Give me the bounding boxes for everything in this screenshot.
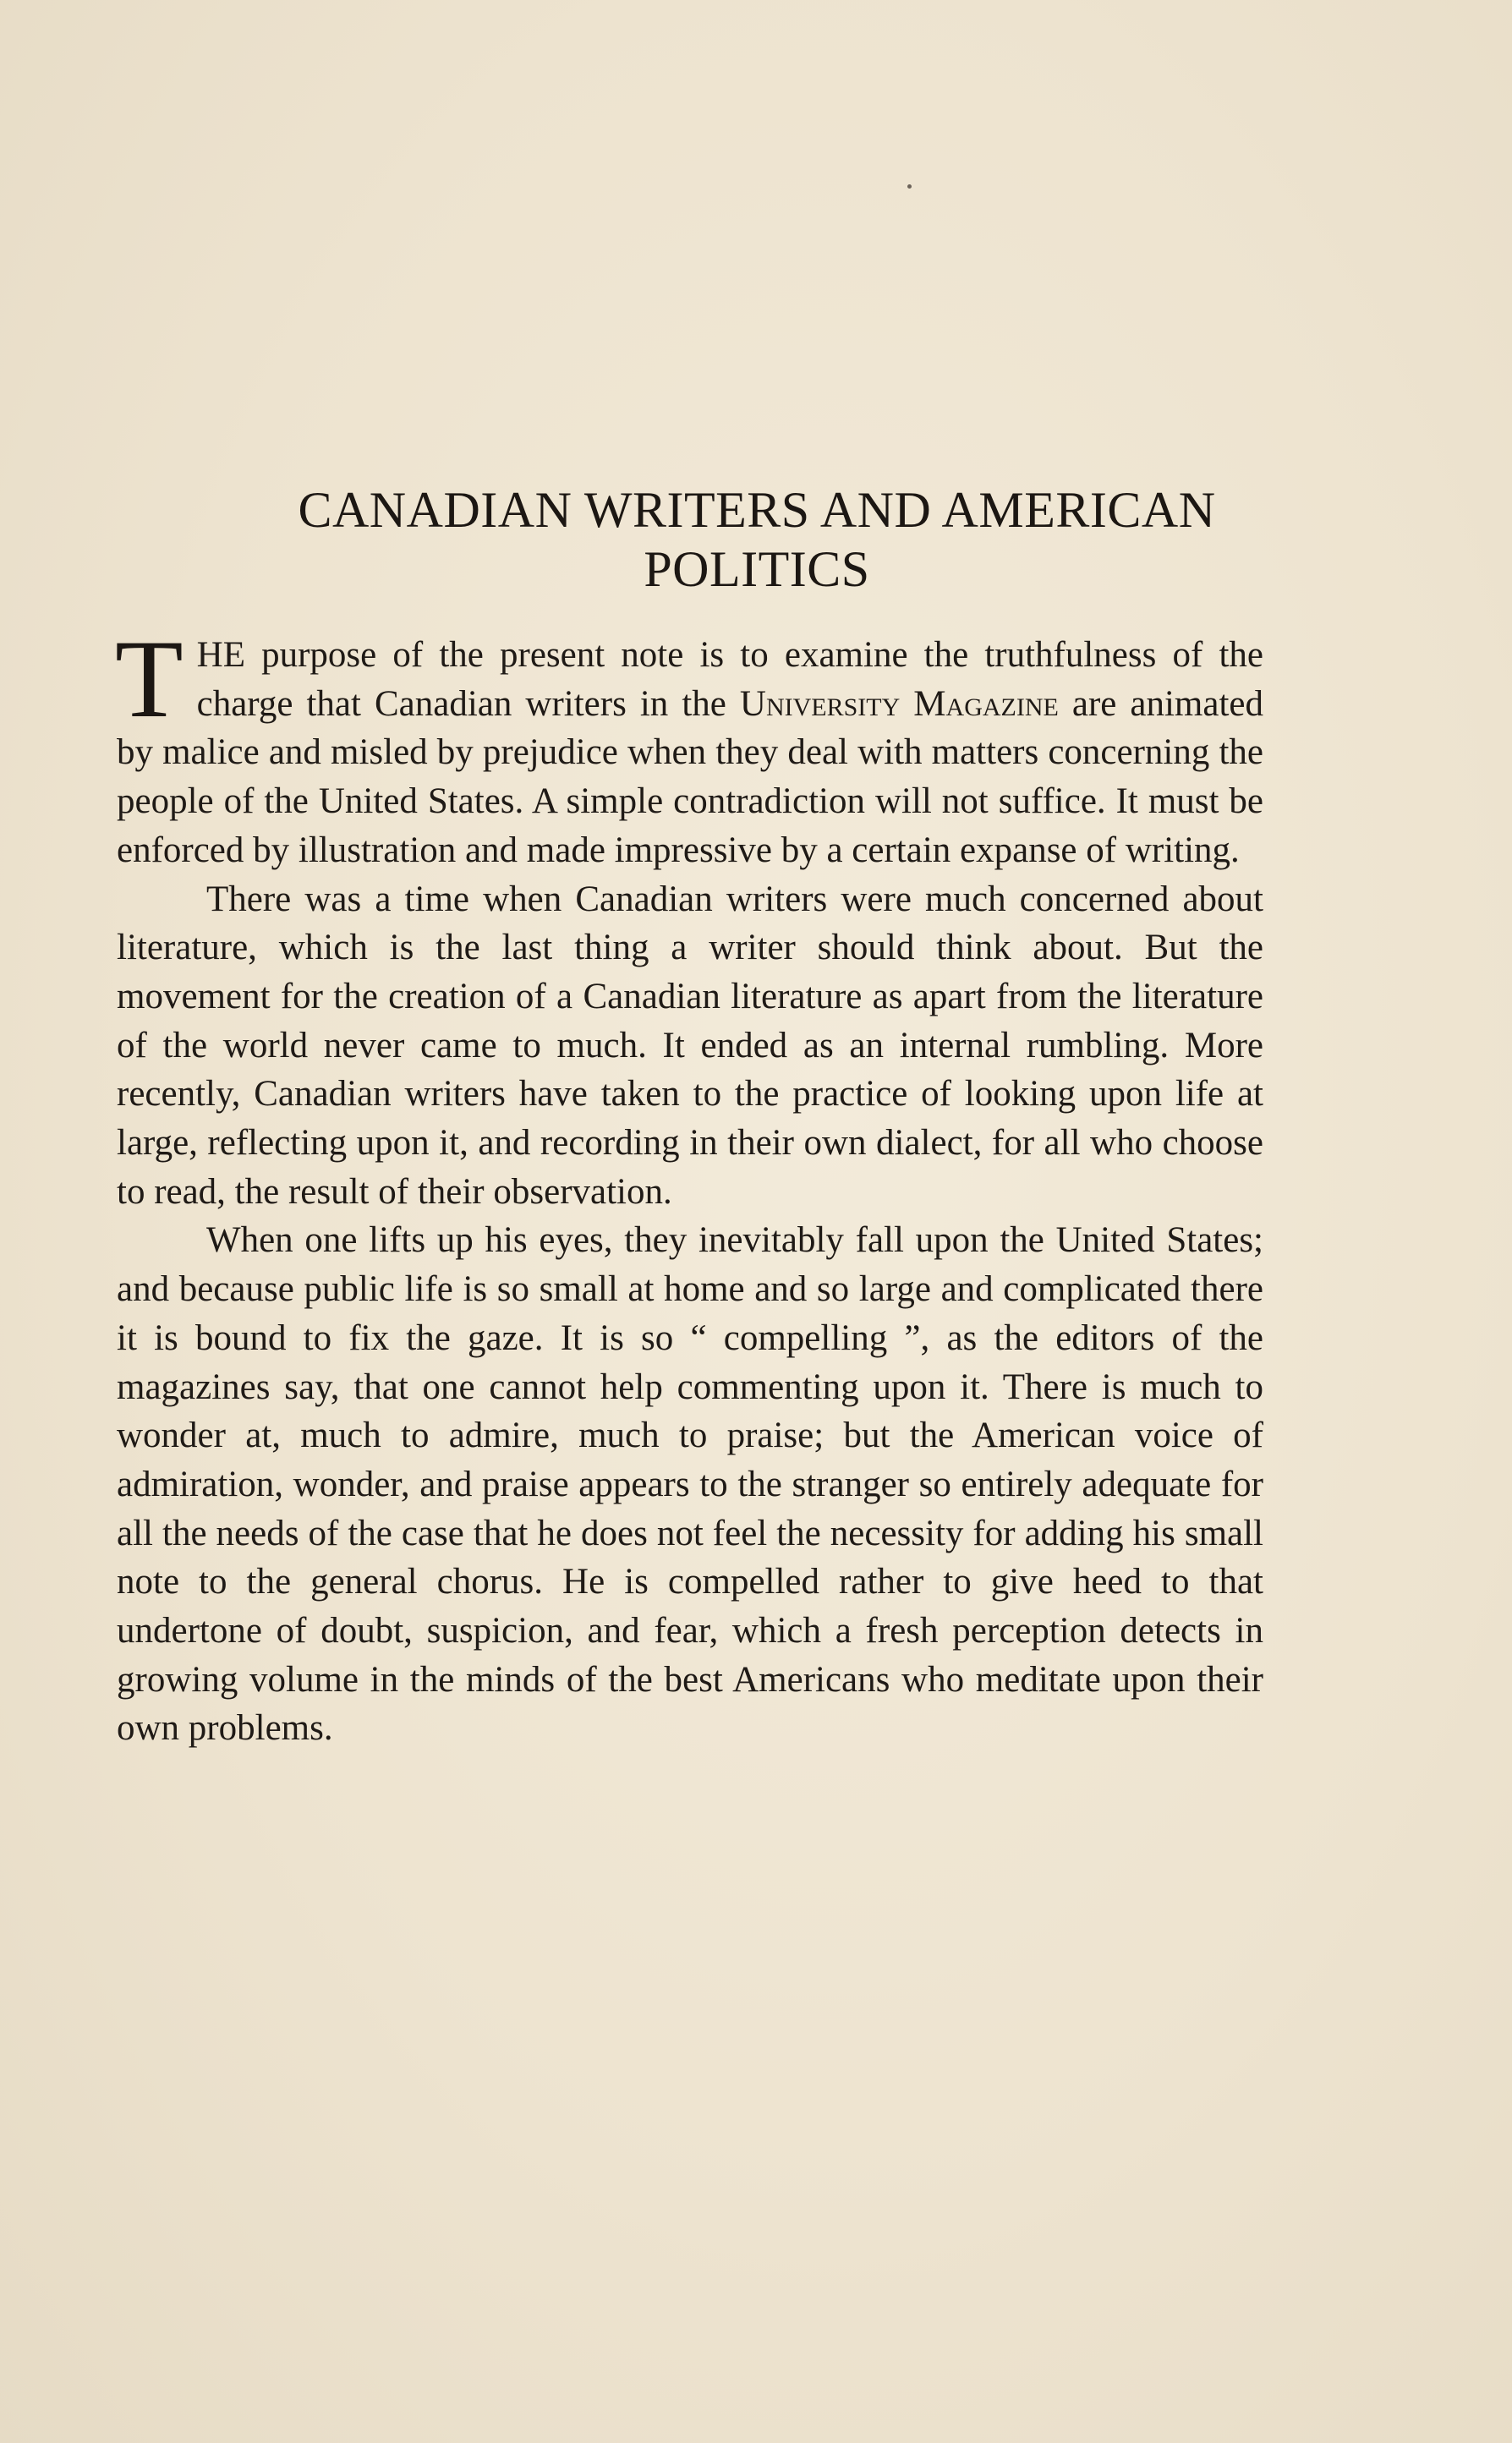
title-line-1: CANADIAN WRITERS AND AMERICAN [298,482,1216,538]
paragraph-1 [115,616,1263,875]
article-title [110,480,1404,599]
paragraph-3: When one lifts up his eyes, they inevitably fall upon the United States; and because public life is so small at home and so large and complicated there it is bound to fix the gaze. It is so “ compelling ”, as the editors of the magazines say, that one cannot help commenting upon it. There is much to wonder at, much to admire, much to praise; but the American voice of admiration, wonder, and praise appears to the stranger so entirely adequate for all the needs of the case that he does not feel the necessity for adding his small note to the general chorus. He is compelled rather to give heed to that undertone of doubt, suspicion, and fear, which a fresh perception detects in growing volume in the minds of the best Americans who meditate upon their own problems. [117,1220,1263,1749]
paragraph-2: There was a time when Canadian writers were much concerned about literature, which is the last thing a writer should think about. But the movement for the creation of a Canadian literature as apart from the literature of the world never came to much. It ended as an internal rumbling. More recently, Canadian writers have taken to the practice of looking upon life at large, reflecting upon it, and recording in their own dialect, for all who choose to read, the result of their observation. [117,879,1263,1212]
ink-speck [907,184,912,189]
title-line-2: POLITICS [644,541,870,597]
magazine-name: University Magazine [739,683,1059,724]
paragraph-1-end: are animated by malice and misled by prejudice when they deal with matters concerning the people of the United States. A simple contradiction will not suffice. It must be enforced by illustration and made impressive by a certain expanse of writing. [117,683,1263,870]
paragraph-1-start: HE purpose of the present note is to examine the truthfulness of the charge that Canadian writers in the [196,635,1263,724]
drop-cap: T [115,616,184,741]
article-body [115,616,1263,1753]
